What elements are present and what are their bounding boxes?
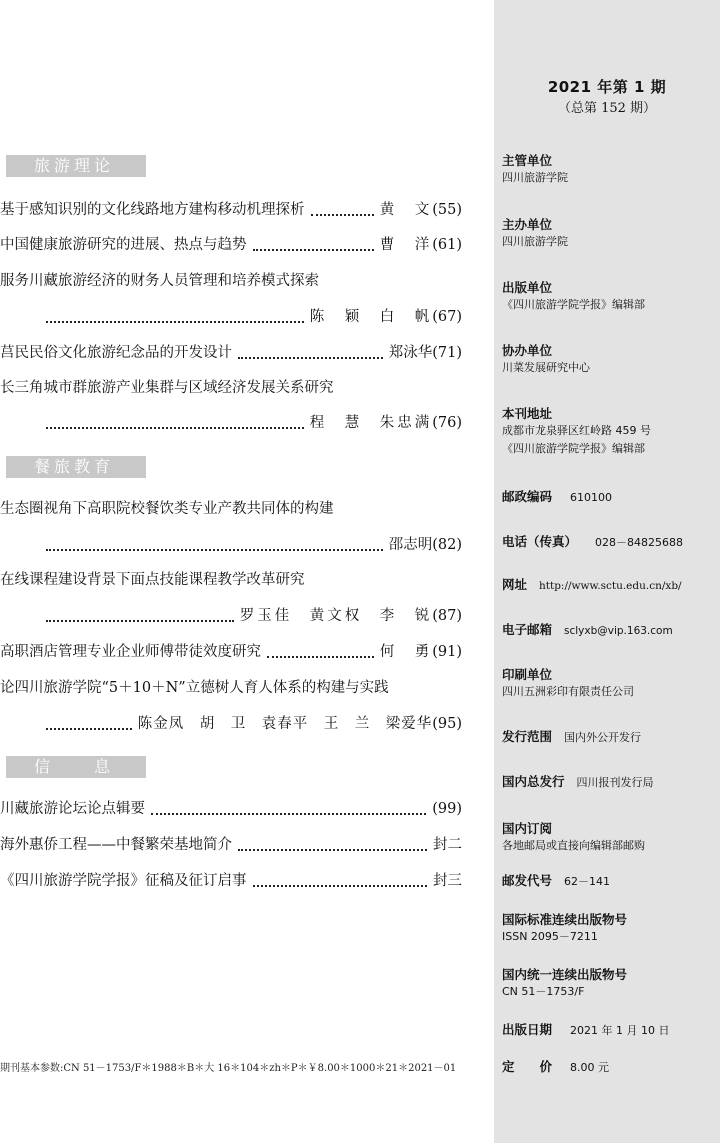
toc-entry[interactable] [0,233,462,255]
toc-page: (71) [432,345,462,361]
toc-page: (82) [432,537,462,553]
sponsor-value: 四川旅游学院 [502,171,568,184]
distribution-scope-label: 发行范围 [502,729,553,744]
toc-page: (95) [432,716,462,732]
toc-page: 封三 [433,873,462,889]
website-label: 网址 [502,577,528,592]
address-line-1: 成都市龙泉驿区红岭路 459 号 [502,424,651,437]
toc-page: (91) [432,644,462,660]
leader-dots [46,620,234,622]
domestic-subscription-label: 国内订阅 [502,821,553,836]
toc-title: 基于感知识别的文化线路地方建构移动机理探析 [0,202,305,218]
pub-date-row [502,1021,716,1040]
price-value: 8.00 元 [570,1061,609,1074]
postal-code-row [502,872,716,891]
toc-author: 陈金凤 胡 卫 袁春平 王 兰 梁爱华 [137,716,433,732]
issn-value: ISSN 2095－7211 [502,930,598,943]
leader-dots [151,813,426,815]
postcode-value: 610100 [570,491,612,504]
toc-entry[interactable] [0,341,462,363]
issue-number: 2021 年第 1 期 [547,78,667,96]
toc-author: 邵志明 [388,537,433,553]
toc-page: (99) [432,801,462,817]
email-label: 电子邮箱 [502,622,553,637]
toc-title: 论四川旅游学院“5＋10＋N”立德树人育人体系的构建与实践 [0,680,389,696]
toc-title: 服务川藏旅游经济的财务人员管理和培养模式探索 [0,273,319,289]
printer-label: 印刷单位 [502,667,553,682]
toc-title: 高职酒店管理专业企业师傅带徒效度研究 [0,644,261,660]
pub-date-value: 2021 年 1 月 10 日 [570,1024,670,1037]
printer-value: 四川五洲彩印有限责任公司 [502,685,634,698]
sponsor-block [502,152,716,187]
toc-page: (55) [432,202,462,218]
leader-dots [46,427,304,429]
postcode-label: 邮政编码 [502,489,553,504]
section-header-catering: 餐旅教育 [6,456,146,478]
phone-value: 028－84825688 [595,536,683,549]
toc-page: (87) [432,608,462,624]
toc-entry[interactable] [0,640,462,662]
leader-dots [238,849,427,851]
issn-block [502,911,716,946]
toc-entry-title-line[interactable] [0,497,462,519]
toc-title: 《四川旅游学院学报》征稿及征订启事 [0,873,247,889]
postal-code-value: 62－141 [564,875,610,888]
email-row [502,621,716,640]
toc-title: 海外惠侨工程——中餐繁荣基地简介 [0,837,232,853]
toc-entry-author-line[interactable] [46,305,462,327]
toc-entry-title-line[interactable] [0,269,462,291]
postcode-row [502,488,716,507]
sponsor-label: 主管单位 [502,153,553,168]
toc-author: 罗玉佳 黄文权 李 锐 [239,608,433,624]
toc-author: 郑泳华 [388,345,433,361]
toc-author: 曹 洋 [379,237,433,253]
co-organizer-value: 川菜发展研究中心 [502,361,590,374]
toc-author: 何 勇 [379,644,433,660]
price-row [502,1058,716,1077]
domestic-distributor-row [502,773,716,792]
cn-block [502,966,716,1001]
leader-dots [46,321,304,323]
domestic-distributor-value: 四川报刊发行局 [576,776,654,789]
leader-dots [253,249,374,251]
toc-entry-author-line[interactable] [46,604,462,626]
email-value: sclyxb@vip.163.com [564,625,673,637]
toc-entry[interactable] [0,869,462,891]
toc-title: 中国健康旅游研究的进展、热点与趋势 [0,237,247,253]
cn-label: 国内统一连续出版物号 [502,967,628,982]
toc-author: 程 慧 朱忠满 [309,415,433,431]
publisher-label: 出版单位 [502,280,553,295]
phone-label: 电话（传真） [502,534,578,549]
co-organizer-label: 协办单位 [502,343,553,358]
domestic-subscription-block [502,820,716,855]
toc-title: 川藏旅游论坛论点辑要 [0,801,145,817]
distribution-scope-value: 国内外公开发行 [564,731,641,744]
leader-dots [253,885,428,887]
toc-entry-author-line[interactable] [46,712,462,734]
toc-title: 生态圈视角下高职院校餐饮类专业产教共同体的构建 [0,501,334,517]
toc-entry-author-line[interactable] [46,411,462,433]
section-header-tourism: 旅游理论 [6,155,146,177]
toc-title: 莒民民俗文化旅游纪念品的开发设计 [0,345,232,361]
distribution-scope-row [502,728,716,747]
address-line-2: 《四川旅游学院学报》编辑部 [502,442,645,455]
toc-entry-title-line[interactable] [0,676,462,698]
leader-dots [267,656,374,658]
toc-page: (61) [432,237,462,253]
publisher-value: 《四川旅游学院学报》编辑部 [502,298,645,311]
toc-entry-author-line[interactable] [46,533,462,555]
address-block [502,405,716,458]
toc-title: 在线课程建设背景下面点技能课程教学改革研究 [0,572,305,588]
pub-date-label: 出版日期 [502,1022,553,1037]
issn-label: 国际标准连续出版物号 [502,912,628,927]
domestic-subscription-value: 各地邮局或直接向编辑部邮购 [502,839,645,852]
printer-block [502,666,716,701]
toc-entry[interactable] [0,797,462,819]
section-header-info: 信 息 [6,756,146,778]
leader-dots [46,728,132,730]
website-value: http://www.sctu.edu.cn/xb/ [539,580,682,592]
publication-info-sidebar [494,0,720,1143]
address-label: 本刊地址 [502,406,553,421]
co-organizer-block [502,342,716,377]
phone-row [502,533,716,552]
toc-page: 封二 [433,837,462,853]
toc-entry[interactable] [0,198,462,220]
leader-dots [238,357,383,359]
toc-author: 黄 文 [379,202,433,218]
postal-code-label: 邮发代号 [502,873,553,888]
cn-value: CN 51－1753/F [502,985,585,998]
toc-entry-title-line[interactable] [0,376,462,398]
toc-page: (67) [432,309,462,325]
toc-title: 长三角城市群旅游产业集群与区域经济发展关系研究 [0,380,334,396]
host-label: 主办单位 [502,217,553,232]
toc-author: 陈 颖 白 帆 [309,309,433,325]
toc-entry[interactable] [0,833,462,855]
leader-dots [46,549,383,551]
total-issue-number: （总第 152 期） [557,101,657,116]
toc-entry-title-line[interactable] [0,568,462,590]
price-label: 定 价 [502,1059,553,1074]
leader-dots [311,214,374,216]
journal-parameters: 期刊基本参数:CN 51－1753/F＊1988＊B＊大 16＊104＊zh＊P＊￥8.00＊1000＊21＊2021－01 [0,1063,457,1074]
domestic-distributor-label: 国内总发行 [502,774,565,789]
toc-page: (76) [432,415,462,431]
publisher-block [502,279,716,314]
host-block [502,216,716,251]
website-row [502,576,716,595]
host-value: 四川旅游学院 [502,235,568,248]
